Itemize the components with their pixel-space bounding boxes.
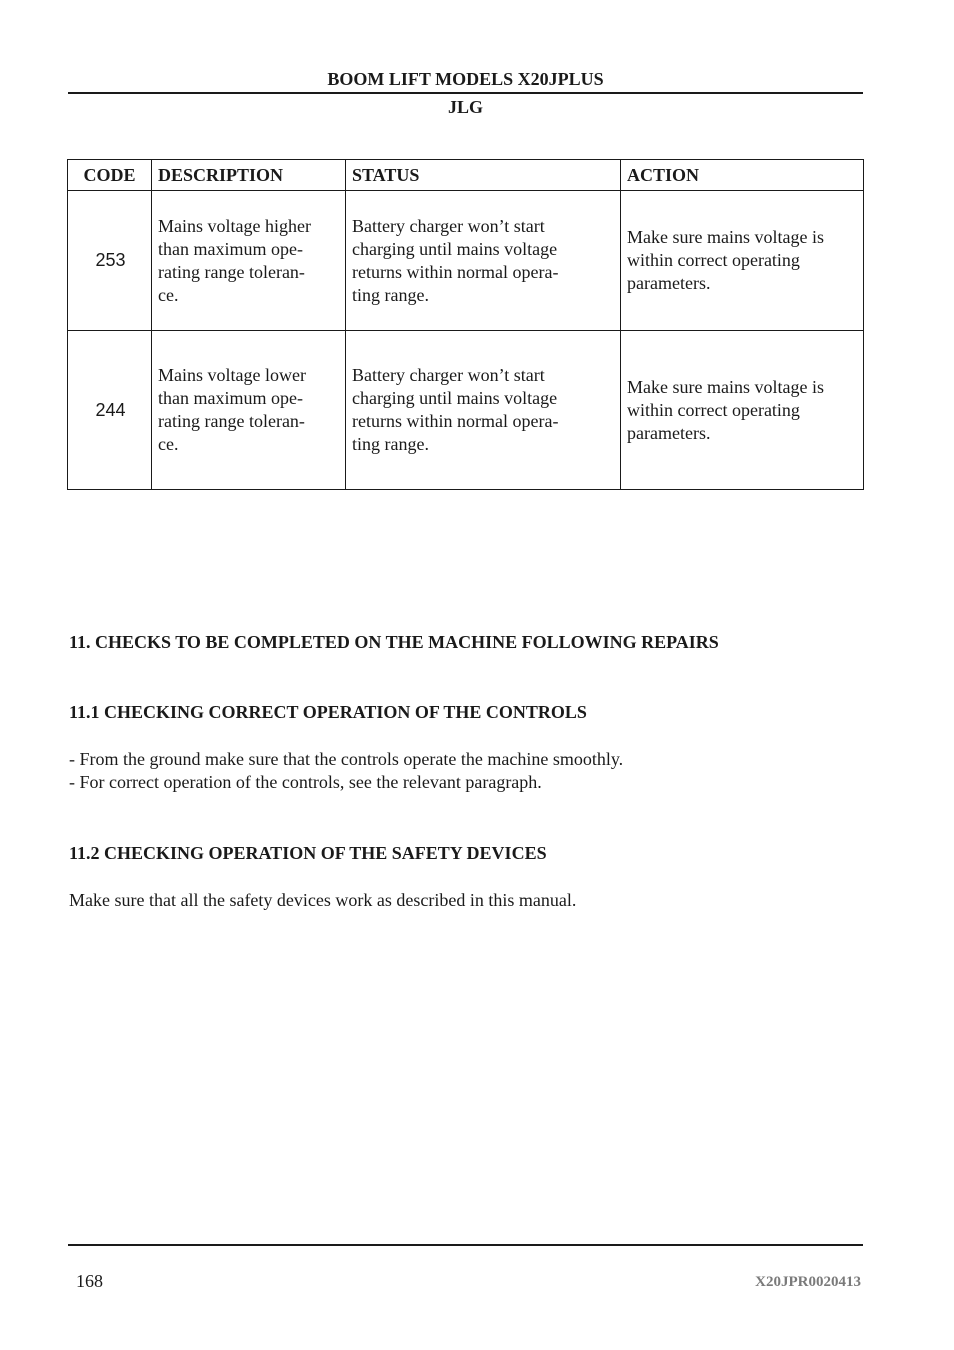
error-code-table bbox=[67, 159, 864, 490]
brand-name: JLG bbox=[447, 97, 483, 117]
section-heading-11-1: 11.1 CHECKING CORRECT OPERATION OF THE CONTROLS bbox=[69, 702, 587, 722]
status-line: ting range. bbox=[352, 434, 429, 454]
status-line: ting range. bbox=[352, 284, 429, 305]
section-heading-11-2: 11.2 CHECKING OPERATION OF THE SAFETY DEVICES bbox=[69, 843, 547, 863]
status-line: returns within normal opera- bbox=[352, 411, 559, 431]
page-number: 168 bbox=[76, 1271, 103, 1291]
action-cell bbox=[621, 331, 864, 490]
header-rule bbox=[68, 92, 863, 94]
status-cell bbox=[346, 331, 621, 490]
column-header-code: CODE bbox=[68, 160, 152, 191]
safety-devices-text: Make sure that all the safety devices work as described in this manual. bbox=[69, 890, 577, 910]
description-cell bbox=[152, 331, 346, 490]
page-header bbox=[68, 68, 863, 118]
column-header-status: STATUS bbox=[346, 160, 621, 191]
description-line: ce. bbox=[158, 284, 179, 305]
description-line: than maximum ope- bbox=[158, 388, 303, 408]
status-line: Battery charger won’t start bbox=[352, 215, 545, 236]
code-cell: 244 bbox=[68, 331, 152, 490]
description-line: rating range toleran- bbox=[158, 411, 305, 431]
description-line: Mains voltage higher bbox=[158, 215, 311, 236]
controls-check-text bbox=[69, 748, 859, 794]
description-line: rating range toleran- bbox=[158, 261, 305, 282]
document-title: BOOM LIFT MODELS X20JPLUS bbox=[327, 69, 604, 89]
status-line: charging until mains voltage bbox=[352, 388, 558, 408]
description-line: Mains voltage lower bbox=[158, 365, 306, 385]
section-heading-11: 11. CHECKS TO BE COMPLETED ON THE MACHINE FOLLOWING REPAIRS bbox=[69, 632, 719, 652]
action-line: within correct operating bbox=[627, 250, 800, 270]
footer-rule bbox=[68, 1244, 863, 1246]
description-line: ce. bbox=[158, 434, 179, 454]
table-row bbox=[68, 191, 864, 331]
document-code: X20JPR0020413 bbox=[755, 1274, 861, 1290]
status-cell bbox=[346, 191, 621, 331]
table-row bbox=[68, 331, 864, 490]
action-line: Make sure mains voltage is bbox=[627, 376, 824, 397]
column-header-description: DESCRIPTION bbox=[152, 160, 346, 191]
status-line: charging until mains voltage bbox=[352, 238, 558, 259]
controls-check-line: - For correct operation of the controls, see the relevant paragraph. bbox=[69, 772, 542, 792]
controls-check-line: - From the ground make sure that the controls operate the machine smoothly. bbox=[69, 749, 624, 769]
action-line: Make sure mains voltage is bbox=[627, 227, 824, 247]
description-line: than maximum ope- bbox=[158, 238, 303, 259]
action-line: parameters. bbox=[627, 273, 711, 293]
action-cell bbox=[621, 191, 864, 331]
action-line: parameters. bbox=[627, 422, 711, 443]
table-header-row bbox=[68, 160, 864, 191]
status-line: returns within normal opera- bbox=[352, 261, 559, 282]
action-line: within correct operating bbox=[627, 399, 800, 420]
column-header-action: ACTION bbox=[621, 160, 864, 191]
description-cell bbox=[152, 191, 346, 331]
status-line: Battery charger won’t start bbox=[352, 365, 545, 385]
code-cell: 253 bbox=[68, 191, 152, 331]
